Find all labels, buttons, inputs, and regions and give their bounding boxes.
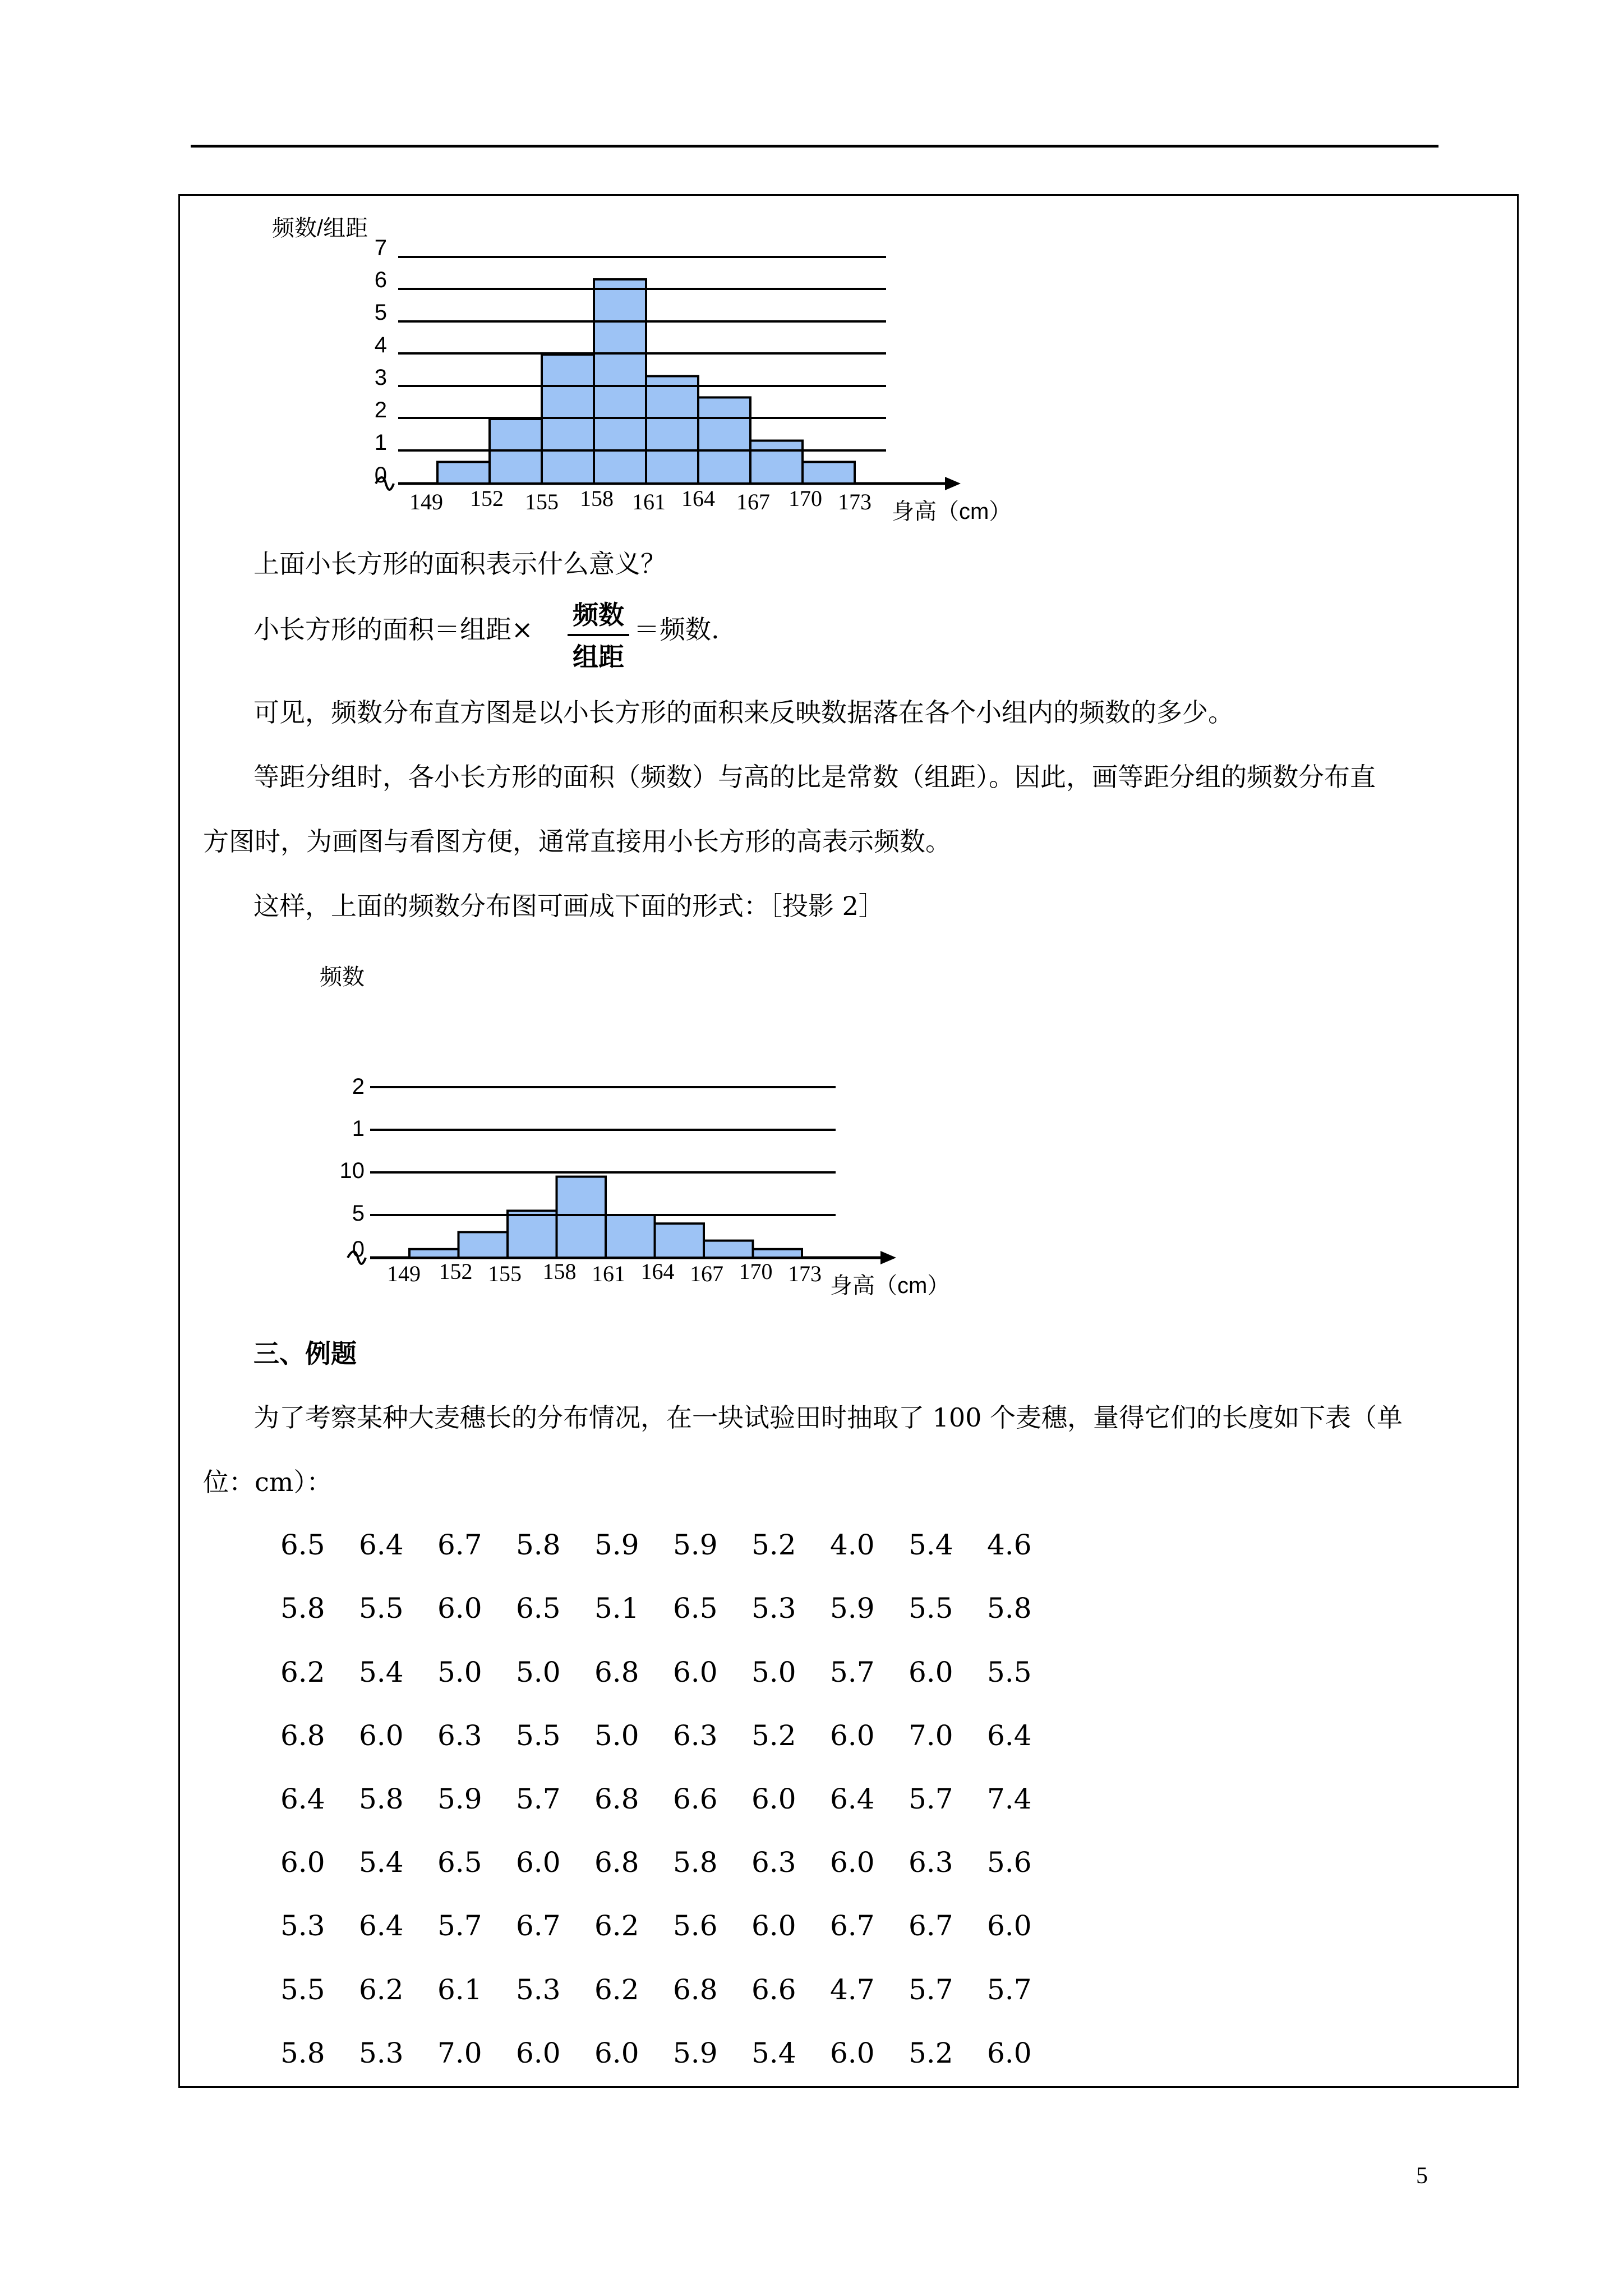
data-row <box>280 1719 1066 1752</box>
data-cell: 6.0 <box>359 1719 404 1752</box>
data-cell: 5.9 <box>594 1529 639 1561</box>
data-cell: 5.8 <box>516 1529 561 1561</box>
chart1-x-ticks <box>409 486 872 514</box>
data-cell: 6.2 <box>359 1973 404 2006</box>
data-cell: 6.8 <box>594 1656 639 1688</box>
data-cell: 6.2 <box>594 1910 639 1942</box>
c2-bar <box>459 1232 508 1258</box>
data-row <box>280 1973 1066 2006</box>
data-cell: 5.9 <box>673 2037 718 2069</box>
data-cell: 5.6 <box>673 1910 718 1942</box>
c1-x-tick-label: 167 <box>736 489 770 514</box>
data-cell: 6.7 <box>516 1910 561 1942</box>
data-cell: 5.5 <box>516 1719 561 1752</box>
data-cell: 5.2 <box>751 1529 796 1561</box>
data-cell: 6.2 <box>280 1656 325 1688</box>
data-cell: 6.0 <box>673 1656 718 1688</box>
fraction-bar <box>568 634 629 636</box>
data-cell: 6.0 <box>830 1846 875 1879</box>
paragraph-2b: 方图时，为画图与看图方便，通常直接用小长方形的高表示频数。 <box>203 826 951 857</box>
c1-x-tick-label: 155 <box>525 489 559 514</box>
c1-x-tick-label: 158 <box>580 486 614 511</box>
c1-y-tick-label: 6 <box>374 268 387 292</box>
paragraph-3: 这样，上面的频数分布图可画成下面的形式：［投影 2］ <box>253 891 884 921</box>
data-cell: 5.8 <box>280 1592 325 1625</box>
data-cell: 5.0 <box>516 1656 561 1688</box>
data-cell: 5.8 <box>987 1592 1032 1625</box>
data-cell: 6.0 <box>751 1910 796 1942</box>
data-cell: 5.2 <box>909 2037 953 2069</box>
chart2-y-ticks <box>340 1074 365 1262</box>
c1-bar <box>646 376 698 484</box>
data-row <box>280 1783 1066 1815</box>
c2-bar <box>508 1211 557 1258</box>
data-row <box>280 1910 1066 1942</box>
data-cell: 5.7 <box>516 1783 561 1815</box>
c1-x-tick-label: 164 <box>681 486 715 511</box>
c1-y-tick-label: 1 <box>374 430 387 455</box>
c2-y-tick-label: 5 <box>352 1201 365 1226</box>
data-cell: 6.0 <box>751 1783 796 1815</box>
data-cell: 6.3 <box>437 1719 482 1752</box>
data-cell: 7.0 <box>437 2037 482 2069</box>
data-cell: 5.7 <box>987 1973 1032 2006</box>
data-cell: 6.1 <box>437 1973 482 2006</box>
data-cell: 5.9 <box>437 1783 482 1815</box>
data-row <box>280 1529 1066 1561</box>
c2-x-tick-label: 167 <box>690 1261 723 1286</box>
header-rule <box>191 145 1438 148</box>
c1-bar <box>698 397 750 484</box>
data-cell: 6.7 <box>437 1529 482 1561</box>
data-cell: 5.8 <box>280 2037 325 2069</box>
chart1-bars <box>437 279 855 484</box>
chart2-xlabel: 身高（cm） <box>830 1273 950 1298</box>
data-cell: 4.6 <box>987 1529 1032 1561</box>
data-cell: 5.4 <box>359 1656 404 1688</box>
data-cell: 6.8 <box>594 1846 639 1879</box>
c2-x-tick-label: 161 <box>592 1261 625 1286</box>
c1-x-tick-label: 170 <box>789 486 822 511</box>
data-cell: 6.0 <box>830 2037 875 2069</box>
data-cell: 6.5 <box>673 1592 718 1625</box>
data-cell: 6.7 <box>830 1910 875 1942</box>
c2-bar <box>409 1249 459 1258</box>
c1-y-tick-label: 7 <box>374 236 387 260</box>
data-cell: 6.8 <box>594 1783 639 1815</box>
data-cell: 5.5 <box>280 1973 325 2006</box>
data-row <box>280 1846 1066 1879</box>
data-cell: 6.4 <box>280 1783 325 1815</box>
c2-bar <box>753 1249 803 1258</box>
c1-axis-arrow <box>945 477 961 490</box>
data-cell: 5.8 <box>673 1846 718 1879</box>
c2-bar <box>557 1177 606 1258</box>
c2-x-tick-label: 158 <box>542 1259 577 1284</box>
c2-x-tick-label: 164 <box>640 1259 675 1284</box>
data-cell: 5.4 <box>359 1846 404 1879</box>
data-cell: 6.8 <box>280 1719 325 1752</box>
data-cell: 5.4 <box>751 2037 796 2069</box>
data-cell: 6.0 <box>830 1719 875 1752</box>
data-cell: 5.3 <box>751 1592 796 1625</box>
data-row <box>280 1592 1066 1625</box>
data-cell: 5.0 <box>751 1656 796 1688</box>
data-cell: 7.4 <box>987 1783 1032 1815</box>
c2-axis-arrow <box>880 1251 896 1264</box>
data-cell: 5.7 <box>830 1656 875 1688</box>
paragraph-1: 可见，频数分布直方图是以小长方形的面积来反映数据落在各个小组内的频数的多少。 <box>253 697 1234 728</box>
data-cell: 6.4 <box>359 1529 404 1561</box>
c2-y-tick-label: 0 <box>352 1237 365 1262</box>
formula-numerator: 频数 <box>573 600 624 630</box>
data-cell: 6.0 <box>437 1592 482 1625</box>
data-cell: 6.3 <box>673 1719 718 1752</box>
data-cell: 5.1 <box>594 1592 639 1625</box>
data-cell: 6.0 <box>594 2037 639 2069</box>
data-cell: 6.4 <box>830 1783 875 1815</box>
histogram-frequency-density <box>247 208 1032 533</box>
chart2-x-ticks <box>387 1259 822 1286</box>
data-cell: 5.5 <box>987 1656 1032 1688</box>
c2-x-tick-label: 152 <box>439 1259 473 1284</box>
c2-bar <box>606 1215 655 1258</box>
data-cell: 6.0 <box>280 1846 325 1879</box>
data-cell: 6.0 <box>516 1846 561 1879</box>
chart1-xlabel: 身高（cm） <box>892 499 1012 524</box>
data-cell: 7.0 <box>909 1719 953 1752</box>
page-number: 5 <box>1416 2163 1428 2189</box>
data-cell: 5.4 <box>909 1529 953 1561</box>
data-cell: 5.9 <box>830 1592 875 1625</box>
c2-bar <box>704 1241 753 1258</box>
data-cell: 6.5 <box>516 1592 561 1625</box>
c1-bar <box>437 462 490 484</box>
formula-right: ＝频数. <box>634 614 720 645</box>
c1-bar <box>594 279 646 484</box>
c1-x-tick-label: 173 <box>838 489 872 514</box>
c2-x-tick-label: 170 <box>739 1259 773 1284</box>
c1-y-tick-label: 5 <box>374 300 387 325</box>
data-cell: 6.4 <box>987 1719 1032 1752</box>
c1-bar <box>750 441 803 484</box>
data-cell: 6.0 <box>516 2037 561 2069</box>
c2-x-tick-label: 173 <box>788 1261 822 1286</box>
section-heading: 三、例题 <box>253 1338 357 1369</box>
data-cell: 6.0 <box>909 1656 953 1688</box>
c2-x-tick-label: 155 <box>488 1261 522 1286</box>
data-cell: 5.2 <box>751 1719 796 1752</box>
data-cell: 6.4 <box>359 1910 404 1942</box>
c1-x-tick-label: 161 <box>632 489 666 514</box>
c2-x-tick-label: 149 <box>387 1261 421 1286</box>
data-cell: 4.0 <box>830 1529 875 1561</box>
data-cell: 6.0 <box>987 1910 1032 1942</box>
formula-left: 小长方形的面积＝组距× <box>253 614 533 645</box>
data-cell: 6.6 <box>751 1973 796 2006</box>
data-cell: 5.0 <box>594 1719 639 1752</box>
c1-y-tick-label: 4 <box>374 333 387 357</box>
data-cell: 5.7 <box>437 1910 482 1942</box>
data-cell: 6.6 <box>673 1783 718 1815</box>
data-cell: 5.3 <box>280 1910 325 1942</box>
paragraph-2a: 等距分组时，各小长方形的面积（频数）与高的比是常数（组距）。因此，画等距分组的频数分布直 <box>253 762 1376 792</box>
data-row <box>280 2037 1066 2069</box>
c2-y-tick-label: 1 <box>352 1116 365 1141</box>
chart1-y-ticks <box>375 236 387 487</box>
histogram-frequency <box>303 948 1032 1313</box>
data-cell: 4.7 <box>830 1973 875 2006</box>
data-cell: 5.0 <box>437 1656 482 1688</box>
data-cell: 6.2 <box>594 1973 639 2006</box>
data-cell: 6.3 <box>751 1846 796 1879</box>
data-cell: 6.5 <box>280 1529 325 1561</box>
data-cell: 5.7 <box>909 1973 953 2006</box>
data-cell: 5.9 <box>673 1529 718 1561</box>
data-cell: 6.3 <box>909 1846 953 1879</box>
data-cell: 5.5 <box>909 1592 953 1625</box>
formula-denominator: 组距 <box>573 642 624 672</box>
data-cell: 6.7 <box>909 1910 953 1942</box>
chart2-ylabel: 频数 <box>320 965 365 990</box>
c1-y-tick-label: 0 <box>374 463 387 487</box>
c1-y-tick-label: 3 <box>374 365 387 390</box>
c1-x-tick-label: 152 <box>470 486 504 511</box>
question-text: 上面小长方形的面积表示什么意义？ <box>253 549 666 579</box>
data-cell: 5.3 <box>516 1973 561 2006</box>
example-text-2: 位：cm）： <box>203 1467 333 1497</box>
data-cell: 6.0 <box>987 2037 1032 2069</box>
c1-x-tick-label: 149 <box>409 489 443 514</box>
c2-y-tick-label: 2 <box>352 1074 365 1099</box>
data-cell: 5.3 <box>359 2037 404 2069</box>
data-cell: 5.8 <box>359 1783 404 1815</box>
example-text-1: 为了考察某种大麦穗长的分布情况，在一块试验田时抽取了 100 个麦穗，量得它们的长度如下表（单 <box>253 1402 1403 1433</box>
data-cell: 5.5 <box>359 1592 404 1625</box>
c2-bar <box>655 1223 704 1258</box>
chart1-ylabel: 频数/组距 <box>272 216 368 241</box>
c2-y-tick-label: 10 <box>339 1158 365 1183</box>
data-cell: 6.8 <box>673 1973 718 2006</box>
data-cell: 5.7 <box>909 1783 953 1815</box>
data-cell: 5.6 <box>987 1846 1032 1879</box>
data-cell: 6.5 <box>437 1846 482 1879</box>
c1-y-tick-label: 2 <box>374 398 387 422</box>
chart2-bars <box>409 1177 802 1258</box>
data-row <box>280 1656 1066 1688</box>
c1-bar <box>803 462 855 484</box>
